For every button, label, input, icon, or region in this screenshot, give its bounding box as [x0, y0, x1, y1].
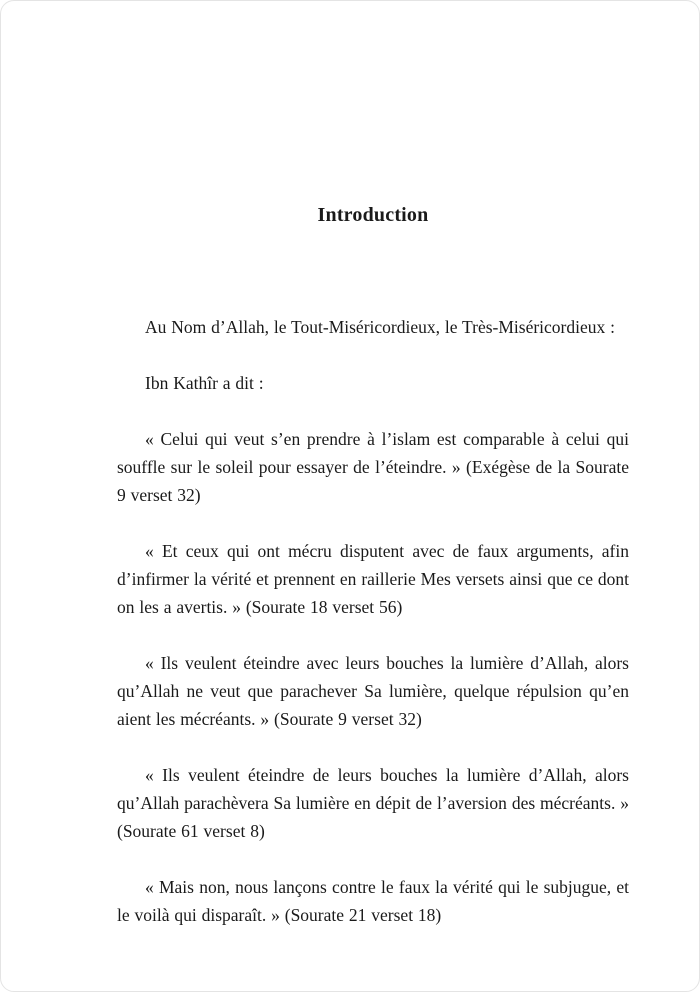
- paragraph-quote-4: « Ils veulent éteindre de leurs bouches la lumière d’Allah, alors qu’Allah parachèvera Sa lumière en dépit de l’aversion des mécréants. » (Sourate 61 verset 8): [117, 765, 629, 841]
- paragraph-quote-2: « Et ceux qui ont mécru disputent avec de faux arguments, afin d’infirmer la vérité et prennent en raillerie Mes versets ainsi que ce dont on les a avertis. » (Sourate 18 verset 56): [117, 541, 629, 617]
- page-content: [1, 1, 699, 929]
- paragraph-quote-3: « Ils veulent éteindre avec leurs bouches la lumière d’Allah, alors qu’Allah ne veut que parachever Sa lumière, quelque répulsion qu’en aient les mécréants. » (Sourate 9 verset 32): [117, 653, 629, 729]
- page-title: Introduction: [317, 204, 429, 226]
- paragraph-quote-5: « Mais non, nous lançons contre le faux la vérité qui le subjugue, et le voilà qui disparaît. » (Sourate 21 verset 18): [117, 877, 629, 925]
- paragraph-bismillah: Au Nom d’Allah, le Tout-Miséricordieux, le Très-Miséricordieux :: [145, 317, 616, 337]
- paragraph-quote-1: « Celui qui veut s’en prendre à l’islam est comparable à celui qui souffle sur le soleil pour essayer de l’éteindre. » (Exégèse de la Sourate 9 verset 32): [117, 429, 629, 505]
- paragraph-attribution: Ibn Kathîr a dit :: [145, 373, 264, 393]
